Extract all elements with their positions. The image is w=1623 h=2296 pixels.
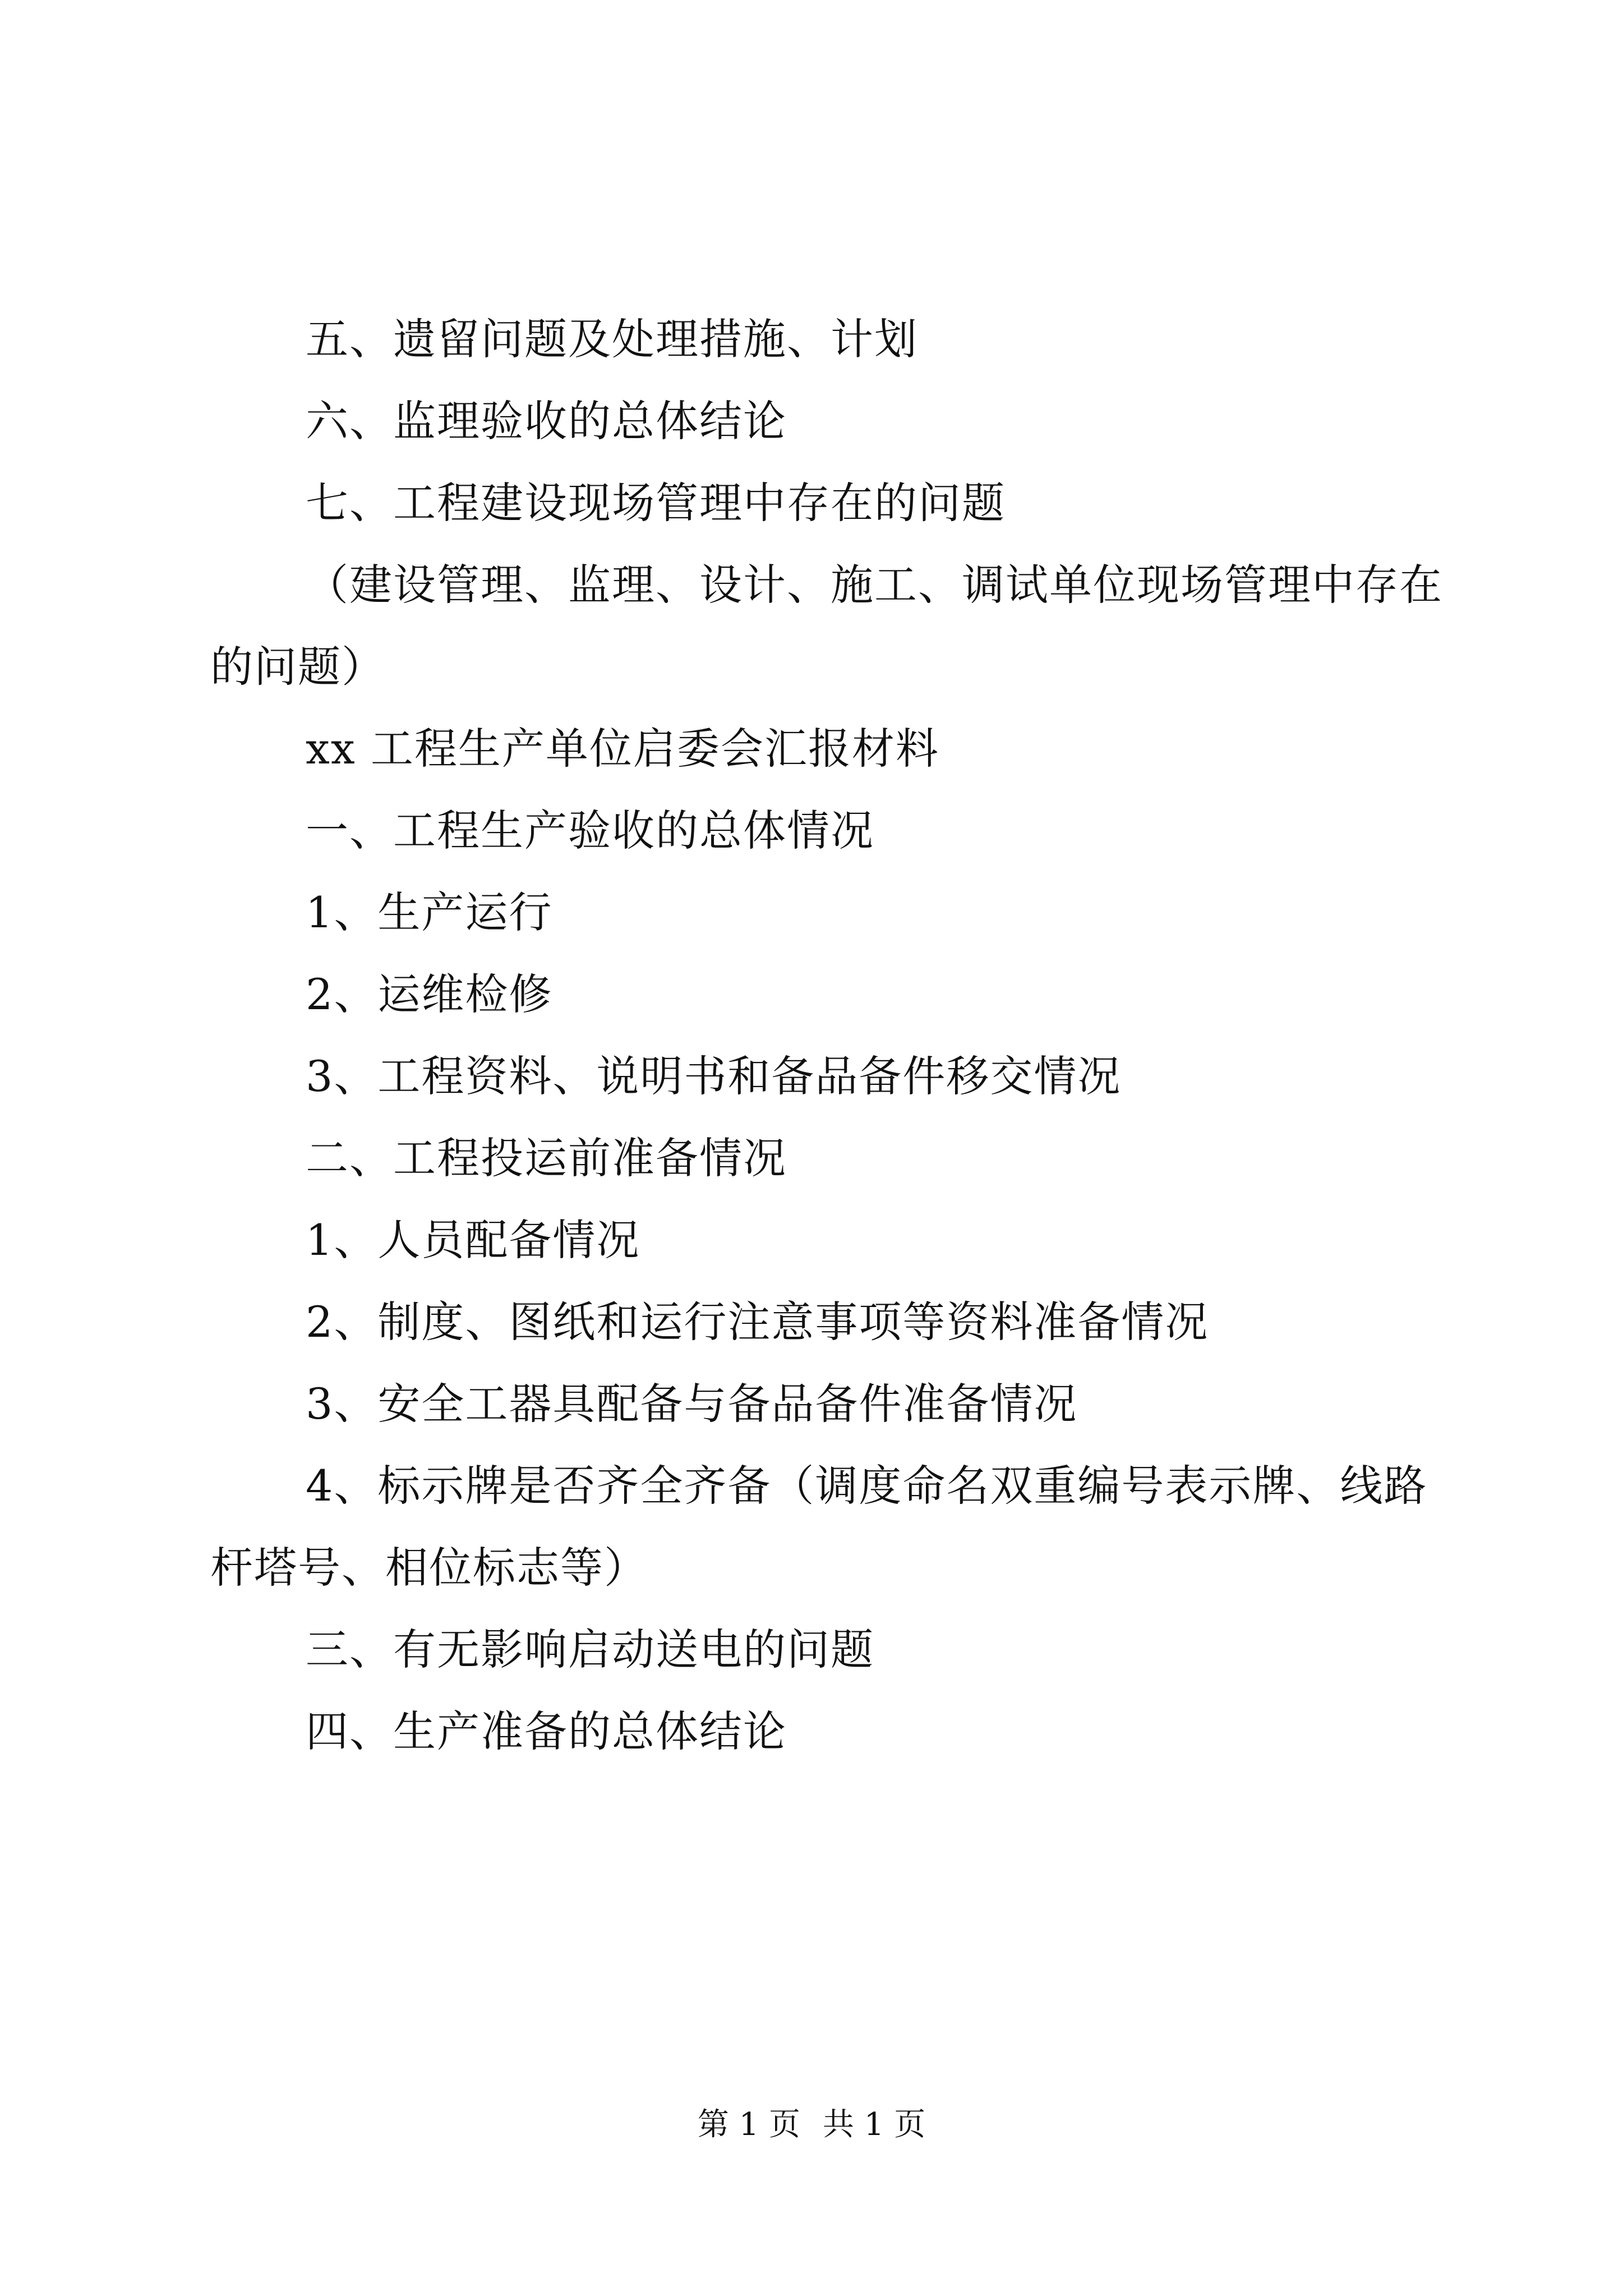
page-footer <box>0 2102 1623 2147</box>
paragraph: 1、人员配备情况 <box>306 1215 640 1265</box>
page-number: 第 1 页 <box>697 2106 800 2143</box>
paragraph: 三、有无影响启动送电的问题 <box>306 1625 874 1674</box>
paragraph: 3、工程资料、说明书和备品备件移交情况 <box>306 1051 1122 1101</box>
paragraph: 四、生产准备的总体结论 <box>306 1706 787 1756</box>
paragraph: 二、工程投运前准备情况 <box>306 1133 787 1183</box>
paragraph: 一、工程生产验收的总体情况 <box>306 806 874 855</box>
paragraph: 1、生产运行 <box>306 887 553 937</box>
paragraph: 六、监理验收的总体结论 <box>306 396 787 446</box>
paragraph: 2、运维检修 <box>306 969 553 1019</box>
paragraph: 五、遗留问题及处理措施、计划 <box>306 314 918 364</box>
paragraph: （建设管理、监理、设计、施工、调试单位现场管理中存在的问题） <box>210 560 1443 692</box>
paragraph: 七、工程建设现场管理中存在的问题 <box>306 478 1006 528</box>
total-pages: 共 1 页 <box>823 2106 926 2143</box>
paragraph: 2、制度、图纸和运行注意事项等资料准备情况 <box>306 1297 1209 1347</box>
paragraph: 4、标示牌是否齐全齐备（调度命名双重编号表示牌、线路杆塔号、相位标志等） <box>210 1461 1428 1593</box>
paragraph: 3、安全工器具配备与备品备件准备情况 <box>306 1379 1078 1429</box>
document-body <box>210 298 1444 1773</box>
report-title: xx 工程生产单位启委会汇报材料 <box>306 724 939 774</box>
